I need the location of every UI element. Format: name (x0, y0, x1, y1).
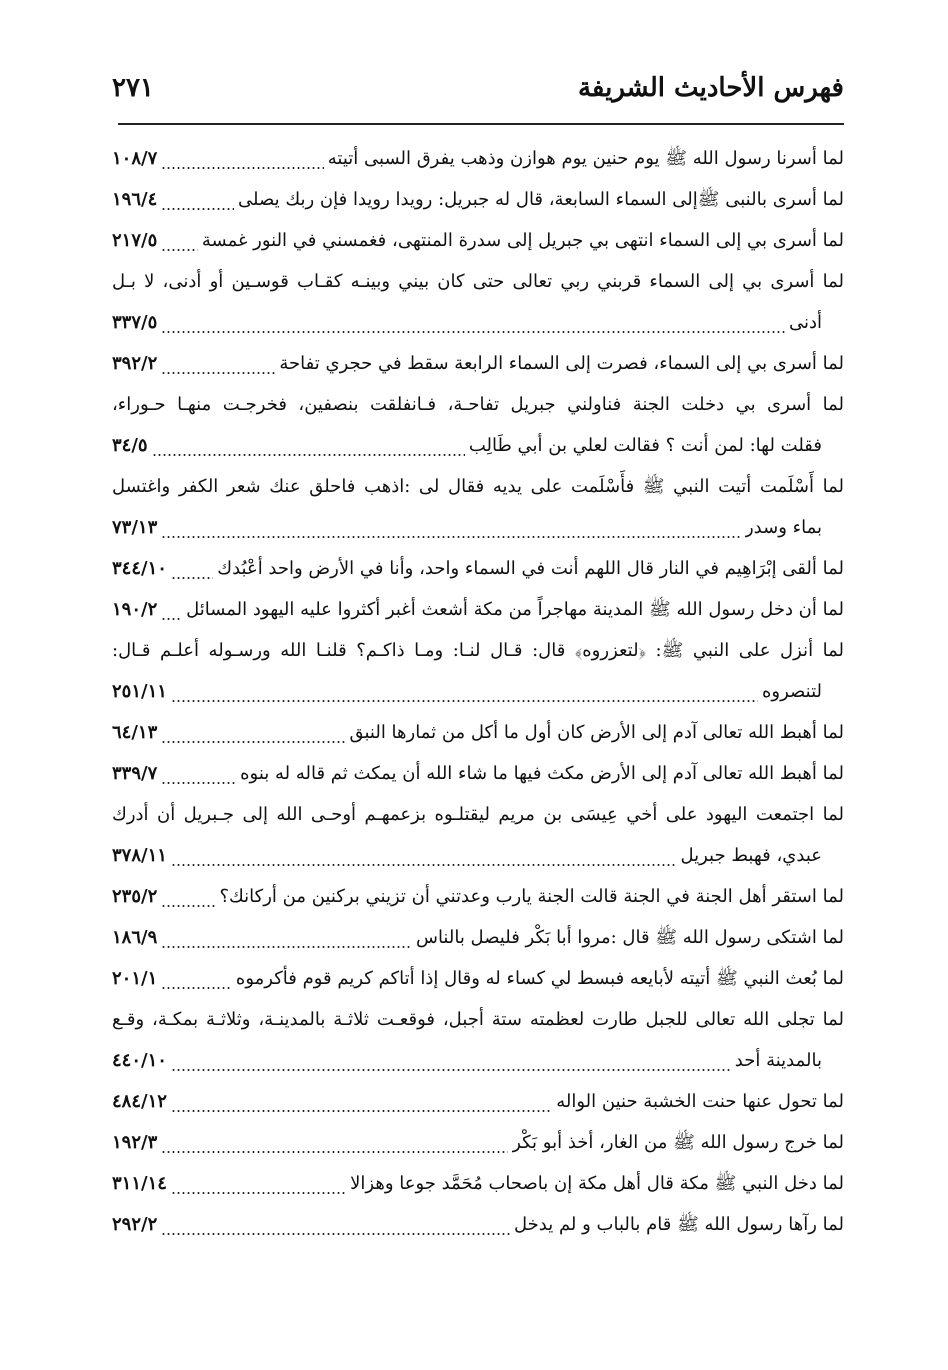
index-entry-continuation (112, 507, 844, 548)
entry-reference: ١٩٦/٤ (112, 189, 158, 210)
dot-leader (161, 343, 275, 384)
entry-text: لما أنزل على النبي ﷺ: ﴿لتعزروه﴾ قال: قـال لنـا: ومـا ذاكـم؟ قلنـا الله ورسـوله أعلـم قـال: (112, 640, 844, 661)
entry-text: لتنصروه (761, 681, 822, 702)
index-entry-continuation (112, 1040, 844, 1081)
entry-text: لما دخل النبي ﷺ مكة قال أهل مكة إن باصحاب مُحَمَّد جوعا وهزالا (350, 1173, 844, 1194)
index-entry (112, 1122, 844, 1163)
dot-leader (171, 548, 213, 589)
entry-reference: ٣١١/١٤ (112, 1173, 167, 1194)
dot-leader (161, 589, 182, 630)
index-entry (112, 999, 844, 1040)
page-header (112, 62, 844, 114)
entry-reference: ٣٣٧/٥ (112, 312, 158, 333)
index-entry (112, 630, 844, 671)
entry-text: بالمدينة أحد (734, 1050, 822, 1071)
entry-text: لما أهبط الله تعالى آدم إلى الأرض مكث فيها ما شاء الله أن يمكث ثم قاله له بنوه (240, 763, 844, 784)
dot-leader (161, 753, 236, 794)
dot-leader (161, 1204, 510, 1245)
index-entry (112, 1081, 844, 1122)
entry-reference: ٣٧٨/١١ (112, 845, 167, 866)
index-entry (112, 261, 844, 302)
dot-leader (161, 138, 324, 179)
index-entry-continuation (112, 835, 844, 876)
index-entry (112, 343, 844, 384)
index-entry (112, 958, 844, 999)
dot-leader (161, 302, 785, 343)
dot-leader (161, 507, 741, 548)
dot-leader (171, 835, 677, 876)
entry-text: لما تحول عنها حنت الخشبة حنين الواله (556, 1091, 844, 1112)
entry-reference: ١٩٠/٢ (112, 599, 158, 620)
index-entry (112, 138, 844, 179)
entry-text: لما اجتمعت اليهود على أخي عِيسَى بن مريم ليقتلـوه بزعمهـم أوحـى الله إلى جـبريل أن أدرك (112, 804, 844, 825)
entry-reference: ٣٤/٥ (112, 435, 148, 456)
entry-text: لما أسرى بي دخلت الجنة فناولني جبريل تفاحـة، فـانفلقت بنصفين، فخرجـت منهـا حـوراء، (112, 394, 844, 415)
index-entry (112, 179, 844, 220)
entry-text: عبدي، فهبط جبريل (680, 845, 822, 866)
entry-text: لما خرج رسول الله ﷺ من الغار، أخذ أبو بَكْر (512, 1132, 844, 1153)
entry-text: لما اشتكى رسول الله ﷺ قال :مروا أبا بَكْر فليصل بالناس (415, 927, 844, 948)
dot-leader (152, 425, 465, 466)
entry-reference: ١٩٢/٣ (112, 1132, 158, 1153)
dot-leader (161, 712, 345, 753)
dot-leader (161, 917, 412, 958)
dot-leader (161, 220, 198, 261)
page-title: فهرس الأحاديث الشريفة (577, 73, 844, 103)
entry-reference: ٣٣٩/٧ (112, 763, 158, 784)
page-number: ٢٧١ (112, 73, 154, 103)
entry-text: لما أن دخل رسول الله ﷺ المدينة مهاجراً من مكة أشعث أغبر أكثروا عليه اليهود المسائل (186, 599, 844, 620)
entry-reference: ٢٠١/١ (112, 968, 158, 989)
index-entry (112, 794, 844, 835)
entry-text: لما أهبط الله تعالى آدم إلى الأرض كان أول ما أكل من ثمارها النبق (349, 722, 844, 743)
hadith-index-list (112, 138, 844, 1245)
dot-leader (161, 1122, 508, 1163)
entry-reference: ٢٥١/١١ (112, 681, 167, 702)
entry-text: لما أسرى بي إلى السماء قربني ربي تعالى حتى كان بيني وبينـه كقـاب قوسـين أو أدنى، لا بـل (112, 271, 844, 292)
header-rule (118, 123, 844, 125)
entry-text: لما تجلى الله تعالى للجبل طارت لعظمته ستة أجبل، فوقعـت ثلاثـة بالمدينـة، وثلاثـة بمكـة، وقـع (112, 1009, 844, 1030)
index-entry-continuation (112, 671, 844, 712)
entry-text: لما استقر أهل الجنة في الجنة قالت الجنة يارب وعدتني أن تزيني بركنين من أركانك؟ (219, 886, 844, 907)
index-entry (112, 1204, 844, 1245)
entry-text: لما ألقى إبْرَاهِيم في النار قال اللهم أنت في السماء واحد، وأنا في الأرض واحد أعْبُدك (217, 558, 844, 579)
index-entry (112, 753, 844, 794)
index-entry (112, 712, 844, 753)
index-entry (112, 384, 844, 425)
index-entry (112, 917, 844, 958)
entry-text: لما أسرنا رسول الله ﷺ يوم حنين يوم هوازن وذهب يفرق السبى أتيته (327, 148, 844, 169)
dot-leader (161, 958, 232, 999)
index-entry (112, 220, 844, 261)
dot-leader (161, 179, 234, 220)
index-entry-continuation (112, 302, 844, 343)
entry-text: لما بُعث النبي ﷺ أتيته لأبايعه فبسط لي كساء له وقال إذا أتاكم كريم قوم فأكرموه (235, 968, 844, 989)
entry-reference: ٣٤٤/١٠ (112, 558, 167, 579)
entry-text: بماء وسدر (744, 517, 822, 538)
entry-text: فقلت لها: لمن أنت ؟ فقالت لعلي بن أبي طَالِب (468, 435, 822, 456)
dot-leader (161, 876, 215, 917)
entry-reference: ١٨٦/٩ (112, 927, 158, 948)
index-entry (112, 1163, 844, 1204)
entry-reference: ٦٤/١٣ (112, 722, 158, 743)
index-entry-continuation (112, 425, 844, 466)
entry-reference: ٤٨٤/١٢ (112, 1091, 167, 1112)
entry-reference: ٧٣/١٣ (112, 517, 158, 538)
entry-text: لما أسرى بي إلى السماء انتهى بي جبريل إلى سدرة المنتهى، فغمسني في النور غمسة (201, 230, 844, 251)
dot-leader (171, 671, 758, 712)
entry-reference: ٢٣٥/٢ (112, 886, 158, 907)
entry-text: أدنى (788, 312, 822, 333)
index-entry (112, 589, 844, 630)
index-entry (112, 876, 844, 917)
entry-text: لما رآها رسول الله ﷺ قام بالباب و لم يدخل (514, 1214, 844, 1235)
dot-leader (171, 1163, 346, 1204)
index-entry (112, 548, 844, 589)
entry-text: لما أسرى بالنبى ﷺإلى السماء السابعة، قال له جبريل: رويدا رويدا فإن ربك يصلى (238, 189, 844, 210)
entry-reference: ٤٤٠/١٠ (112, 1050, 167, 1071)
entry-reference: ٢١٧/٥ (112, 230, 158, 251)
entry-text: لما أسرى بي إلى السماء، فصرت إلى السماء الرابعة سقط في حجري تفاحة (279, 353, 844, 374)
dot-leader (171, 1040, 731, 1081)
entry-reference: ٢٩٢/٢ (112, 1214, 158, 1235)
entry-reference: ١٠٨/٧ (112, 148, 158, 169)
entry-text: لما أَسْلَمت أتيت النبي ﷺ فأَسْلَمت على يديه فقال لى :اذهب فاحلق عنك شعر الكفر واغتسل (112, 476, 844, 497)
dot-leader (171, 1081, 552, 1122)
index-entry (112, 466, 844, 507)
entry-reference: ٣٩٢/٢ (112, 353, 158, 374)
